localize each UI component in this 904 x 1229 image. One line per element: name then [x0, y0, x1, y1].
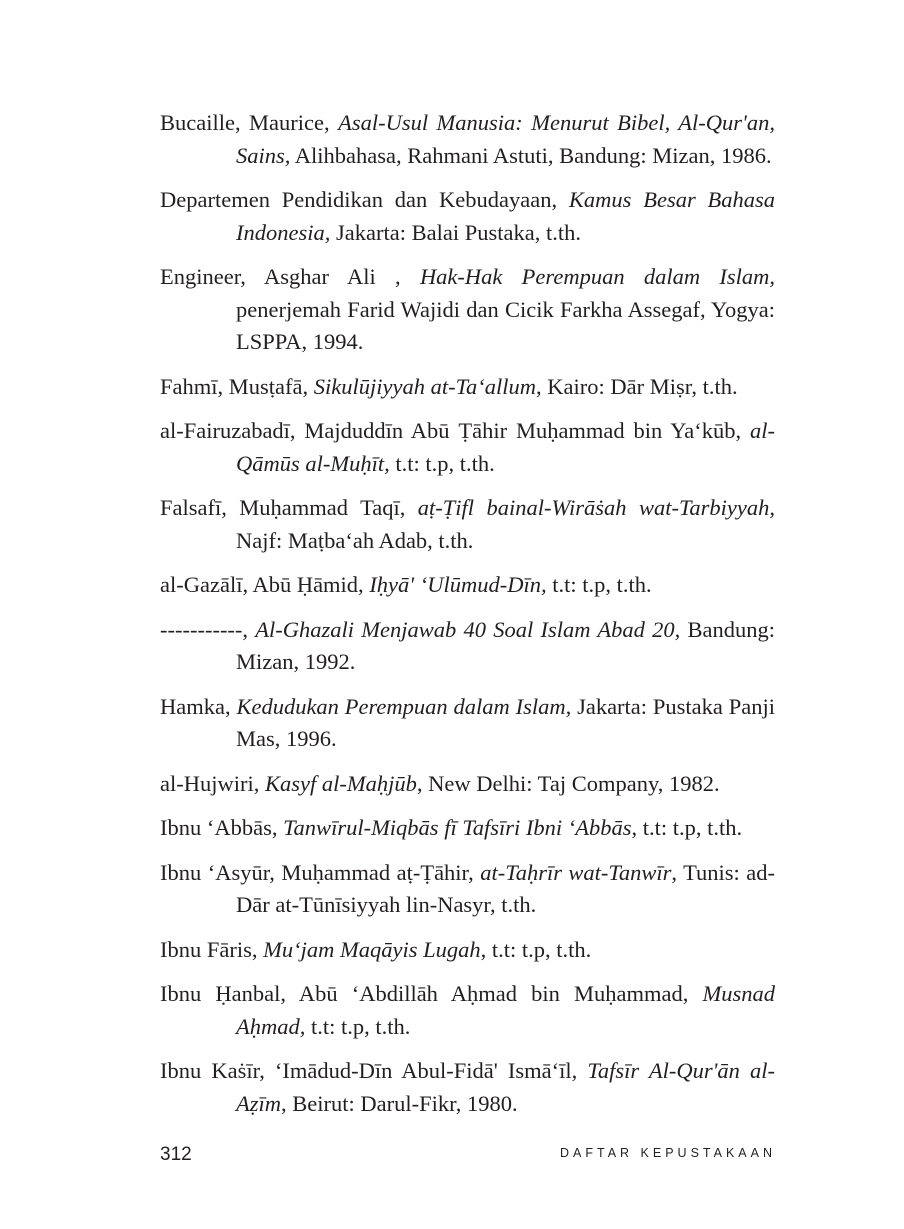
- reference-entry: [160, 415, 775, 480]
- reference-publication: , Tunis: ad-Dār at-Tūnīsiyyah lin-Nasyr, t.th.: [236, 859, 775, 917]
- reference-title: Kasyf al-Maḥjūb: [264, 770, 417, 796]
- reference-author: Ibnu ‘Abbās,: [160, 815, 284, 840]
- reference-list: [160, 107, 775, 1132]
- reference-title: Kedudukan Perempuan dalam Islam,: [236, 693, 572, 719]
- reference-entry: [160, 768, 775, 801]
- reference-title: Al-Ghazali Menjawab 40 Soal Islam Abad 20,: [255, 616, 681, 642]
- reference-title: Tafsīr Al-Qur'ān al-Aẓīm: [236, 1058, 775, 1116]
- reference-author: Ibnu Kaṡīr, ‘Imādud-Dīn Abul-Fidā' Ismā‘īl,: [160, 1058, 588, 1083]
- reference-title: Hak-Hak Perempuan dalam Islam,: [419, 264, 775, 289]
- reference-entry: [160, 107, 775, 172]
- reference-publication: Bandung: Mizan, 1992.: [236, 616, 775, 674]
- reference-entry: [160, 812, 775, 845]
- reference-author: al-Gazālī, Abū Ḥāmid,: [160, 572, 370, 597]
- reference-title: Musnad Aḥmad,: [236, 981, 775, 1039]
- reference-publication: t.t: t.p, t.th.: [546, 572, 652, 597]
- reference-entry: [160, 569, 775, 602]
- reference-publication: Jakarta: Pustaka Panji Mas, 1996.: [236, 693, 775, 751]
- reference-publication: t.t: t.p, t.th.: [305, 1013, 411, 1039]
- reference-entry: [160, 691, 775, 756]
- reference-publication: , Kairo: Dār Miṣr, t.th.: [536, 373, 738, 399]
- reference-publication: t.t: t.p, t.th.: [389, 450, 495, 476]
- reference-entry: [160, 1055, 775, 1120]
- reference-author: al-Hujwiri,: [160, 770, 265, 796]
- reference-publication: , t.t: t.p, t.th.: [480, 936, 592, 962]
- reference-title: Mu‘jam Maqāyis Lugah: [263, 936, 481, 962]
- reference-title: Tanwīrul-Miqbās fī Tafsīri Ibni ‘Abbās: [283, 815, 632, 840]
- reference-publication: Jakarta: Balai Pustaka, t.th.: [330, 219, 581, 245]
- reference-title: at-Taḥrīr wat-Tanwīr: [480, 859, 672, 885]
- reference-publication: penerjemah Farid Wajidi dan Cicik Farkha Assegaf, Yogya: LSPPA, 1994.: [236, 296, 775, 354]
- reference-author: Bucaille, Maurice,: [160, 110, 339, 135]
- reference-author: Falsafī, Muḥammad Taqī,: [160, 495, 418, 520]
- reference-author: Hamka,: [160, 693, 237, 719]
- reference-title: Asal-Usul Manusia: Menurut Bibel, Al-Qur'an, Sains,: [236, 110, 775, 168]
- reference-title: Iḥyā' ‘Ulūmud-Dīn,: [369, 572, 547, 597]
- reference-entry: [160, 934, 775, 967]
- reference-publication: , New Delhi: Taj Company, 1982.: [416, 770, 720, 796]
- reference-entry: [160, 978, 775, 1043]
- reference-author: -----------,: [160, 616, 256, 642]
- reference-entry: [160, 614, 775, 679]
- reference-author: Engineer, Asghar Ali ,: [160, 264, 420, 289]
- reference-entry: [160, 371, 775, 404]
- reference-title: Sikulūjiyyah at-Ta‘allum: [313, 373, 537, 399]
- reference-title: aṭ-Ṭifl bainal-Wirāṡah wat-Tarbiyyah,: [417, 495, 775, 520]
- reference-author: Fahmī, Musṭafā,: [160, 373, 314, 399]
- reference-author: Ibnu ‘Asyūr, Muḥammad aṭ-Ṭāhir,: [160, 859, 481, 885]
- page-number: 312: [160, 1144, 192, 1165]
- reference-publication: Alihbahasa, Rahmani Astuti, Bandung: Mizan, 1986.: [290, 142, 772, 168]
- reference-author: Ibnu Ḥanbal, Abū ‘Abdillāh Aḥmad bin Muḥammad,: [160, 981, 703, 1006]
- reference-entry: [160, 184, 775, 249]
- reference-publication: , t.t: t.p, t.th.: [631, 815, 743, 840]
- reference-title: Kamus Besar Bahasa Indonesia,: [236, 187, 775, 245]
- reference-entry: [160, 857, 775, 922]
- running-footer-section-title: DAFTAR KEPUSTAKAAN: [559, 1146, 776, 1160]
- reference-author: Ibnu Fāris,: [160, 936, 264, 962]
- reference-author: Departemen Pendidikan dan Kebudayaan,: [160, 187, 569, 212]
- reference-entry: [160, 492, 775, 557]
- reference-publication: Najf: Maṭba‘ah Adab, t.th.: [236, 527, 474, 553]
- reference-entry: [160, 261, 775, 359]
- reference-title: al-Qāmūs al-Muḥīt,: [236, 418, 775, 476]
- reference-publication: , Beirut: Darul-Fikr, 1980.: [281, 1090, 518, 1116]
- reference-author: al-Fairuzabadī, Majduddīn Abū Ṭāhir Muḥammad bin Ya‘kūb,: [160, 418, 750, 443]
